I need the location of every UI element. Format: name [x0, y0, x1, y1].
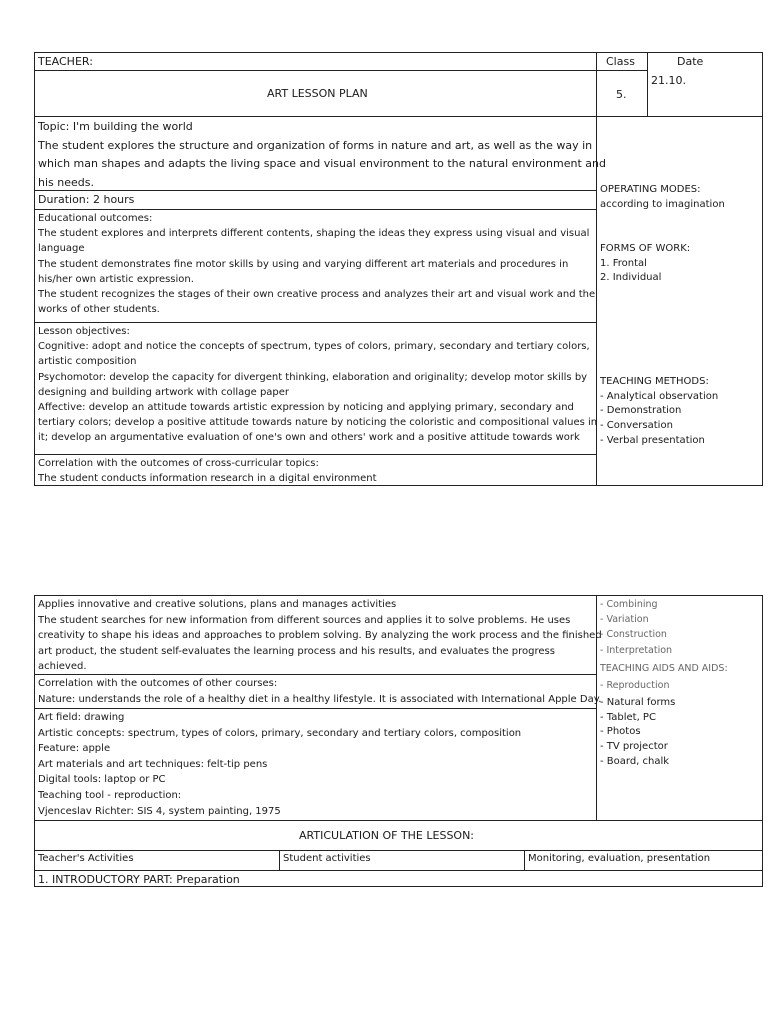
activity-types	[600, 597, 672, 658]
date-label: Date	[677, 55, 704, 68]
teaching-aid-item: - TV projector	[600, 741, 668, 753]
activity-item: - Construction	[600, 629, 667, 641]
correlation-line: Correlation with the outcomes of cross-curricular topics:	[38, 458, 319, 469]
art-field-section	[38, 710, 521, 788]
teaching-aids-heading: TEACHING AIDS AND AIDS:	[600, 663, 728, 674]
objective-line: it; develop an argumentative evaluation of one's own and others' work and a positive attitude towards work	[38, 432, 580, 444]
class-label: Class	[606, 55, 635, 68]
topic-line: his needs.	[38, 175, 94, 189]
art-field-line: Feature: apple	[38, 743, 111, 754]
objective-line: Lesson objectives:	[38, 326, 130, 337]
cross-curricular-correlation	[38, 457, 377, 486]
educational-outcomes	[38, 211, 595, 317]
teacher-label: TEACHER:	[38, 55, 93, 68]
operating-modes-value: according to imagination	[600, 199, 725, 211]
teaching-tool-line: Teaching tool - reproduction:	[38, 790, 182, 801]
operating-modes-heading: OPERATING MODES:	[600, 184, 701, 195]
forms-of-work-item: 1. Frontal	[600, 257, 647, 269]
teaching-aid-item: - Reproduction	[600, 680, 670, 691]
topic-line: The student explores the structure and organization of forms in nature and art, as well as the way in	[38, 138, 593, 152]
outcome-line: language	[38, 243, 85, 255]
divider	[34, 850, 763, 851]
divider	[34, 708, 596, 709]
outcome-line: his/her own artistic expression.	[38, 273, 194, 285]
operating-modes	[600, 182, 725, 212]
lesson-objectives	[38, 324, 597, 446]
divider	[279, 850, 280, 870]
class-value: 5.	[616, 88, 627, 101]
art-field-line: Digital tools: laptop or PC	[38, 774, 166, 785]
applies-line: The student searches for new information from different sources and applies it to solve problems. He uses	[38, 614, 571, 626]
date-value: 21.10.	[651, 74, 686, 87]
outcome-line: The student explores and interprets different contents, shaping the ideas they express using visual and visual	[38, 228, 590, 240]
activity-item: - Interpretation	[600, 644, 673, 656]
correlation-line: Nature: understands the role of a healthy diet in a healthy lifestyle. It is associated with International Apple Day.	[38, 693, 602, 705]
introductory-part: 1. INTRODUCTORY PART: Preparation	[38, 873, 240, 886]
outcome-line: works of other students.	[38, 304, 160, 316]
activity-item: - Combining	[600, 599, 658, 610]
divider	[34, 322, 596, 323]
forms-of-work	[600, 242, 690, 286]
applies-line: creativity to shape his ideas and approaches to problem solving. By analyzing the work process and the finished	[38, 630, 602, 641]
teaching-tool-line: Vjenceslav Richter: SIS 4, system painting, 1975	[38, 805, 281, 817]
forms-of-work-heading: FORMS OF WORK:	[600, 243, 691, 254]
teaching-aid-item: - Tablet, PC	[600, 711, 656, 723]
objective-line: designing and building artwork with collage paper	[38, 386, 290, 398]
outcome-line: The student demonstrates fine motor skills by using and varying different art materials and procedures in	[38, 258, 569, 270]
applies-section	[38, 597, 602, 675]
divider	[524, 850, 525, 870]
teaching-methods-item: - Verbal presentation	[600, 434, 705, 446]
column-header-student: Student activities	[283, 853, 371, 864]
divider	[34, 209, 596, 210]
divider	[34, 454, 596, 455]
outcome-line: Educational outcomes:	[38, 213, 153, 224]
articulation-title: ARTICULATION OF THE LESSON:	[299, 829, 475, 842]
applies-line: achieved.	[38, 661, 87, 672]
teaching-methods-heading: TEACHING METHODS:	[600, 376, 709, 387]
teaching-aids	[600, 696, 675, 769]
teaching-methods-item: - Analytical observation	[600, 390, 719, 402]
art-field-line: Artistic concepts: spectrum, types of colors, primary, secondary and tertiary colors, composition	[38, 727, 522, 739]
divider	[34, 870, 763, 871]
divider	[647, 52, 648, 116]
outcome-line: The student recognizes the stages of their own creative process and analyzes their art and visual work and the	[38, 288, 596, 300]
page-title: ART LESSON PLAN	[267, 87, 368, 100]
courses-correlation	[38, 676, 601, 707]
applies-line: Applies innovative and creative solutions, plans and manages activities	[38, 599, 397, 610]
duration: Duration: 2 hours	[38, 193, 135, 206]
applies-line: art product, the student self-evaluates the learning process and his results, and evaluates the progress	[38, 645, 555, 657]
divider	[34, 116, 763, 117]
correlation-line: Correlation with the outcomes of other courses:	[38, 678, 278, 689]
teaching-aid-item: - Natural forms	[600, 697, 676, 708]
teaching-methods	[600, 375, 718, 448]
objective-line: tertiary colors; develop a positive attitude towards nature by noticing the coloristic and compositional values in	[38, 417, 598, 429]
teaching-methods-item: - Conversation	[600, 420, 673, 432]
objective-line: Affective: develop an attitude towards artistic expression by noticing and applying primary, secondary and	[38, 401, 574, 413]
divider	[34, 820, 763, 821]
objective-line: Cognitive: adopt and notice the concepts of spectrum, types of colors, primary, secondary and tertiary colors,	[38, 341, 590, 353]
teaching-aid-item: - Board, chalk	[600, 755, 670, 767]
topic-section	[38, 118, 606, 192]
objective-line: Psychomotor: develop the capacity for divergent thinking, elaboration and originality; develop motor skills by	[38, 371, 588, 383]
teaching-aid-item: - Photos	[600, 726, 641, 738]
correlation-line: The student conducts information research in a digital environment	[38, 472, 377, 484]
teaching-tool	[38, 788, 281, 819]
topic-line: which man shapes and adapts the living space and visual environment to the natural environment and	[38, 157, 606, 170]
art-field-line: Art materials and art techniques: felt-tip pens	[38, 758, 268, 770]
divider	[34, 70, 647, 71]
column-header-monitoring: Monitoring, evaluation, presentation	[528, 853, 711, 864]
art-field-line: Art field: drawing	[38, 712, 125, 723]
activity-item: - Variation	[600, 614, 649, 626]
topic-line: Topic: I'm building the world	[38, 120, 193, 133]
teaching-methods-item: - Demonstration	[600, 405, 682, 417]
column-header-teacher: Teacher's Activities	[38, 853, 134, 864]
forms-of-work-item: 2. Individual	[600, 272, 662, 284]
objective-line: artistic composition	[38, 356, 137, 368]
